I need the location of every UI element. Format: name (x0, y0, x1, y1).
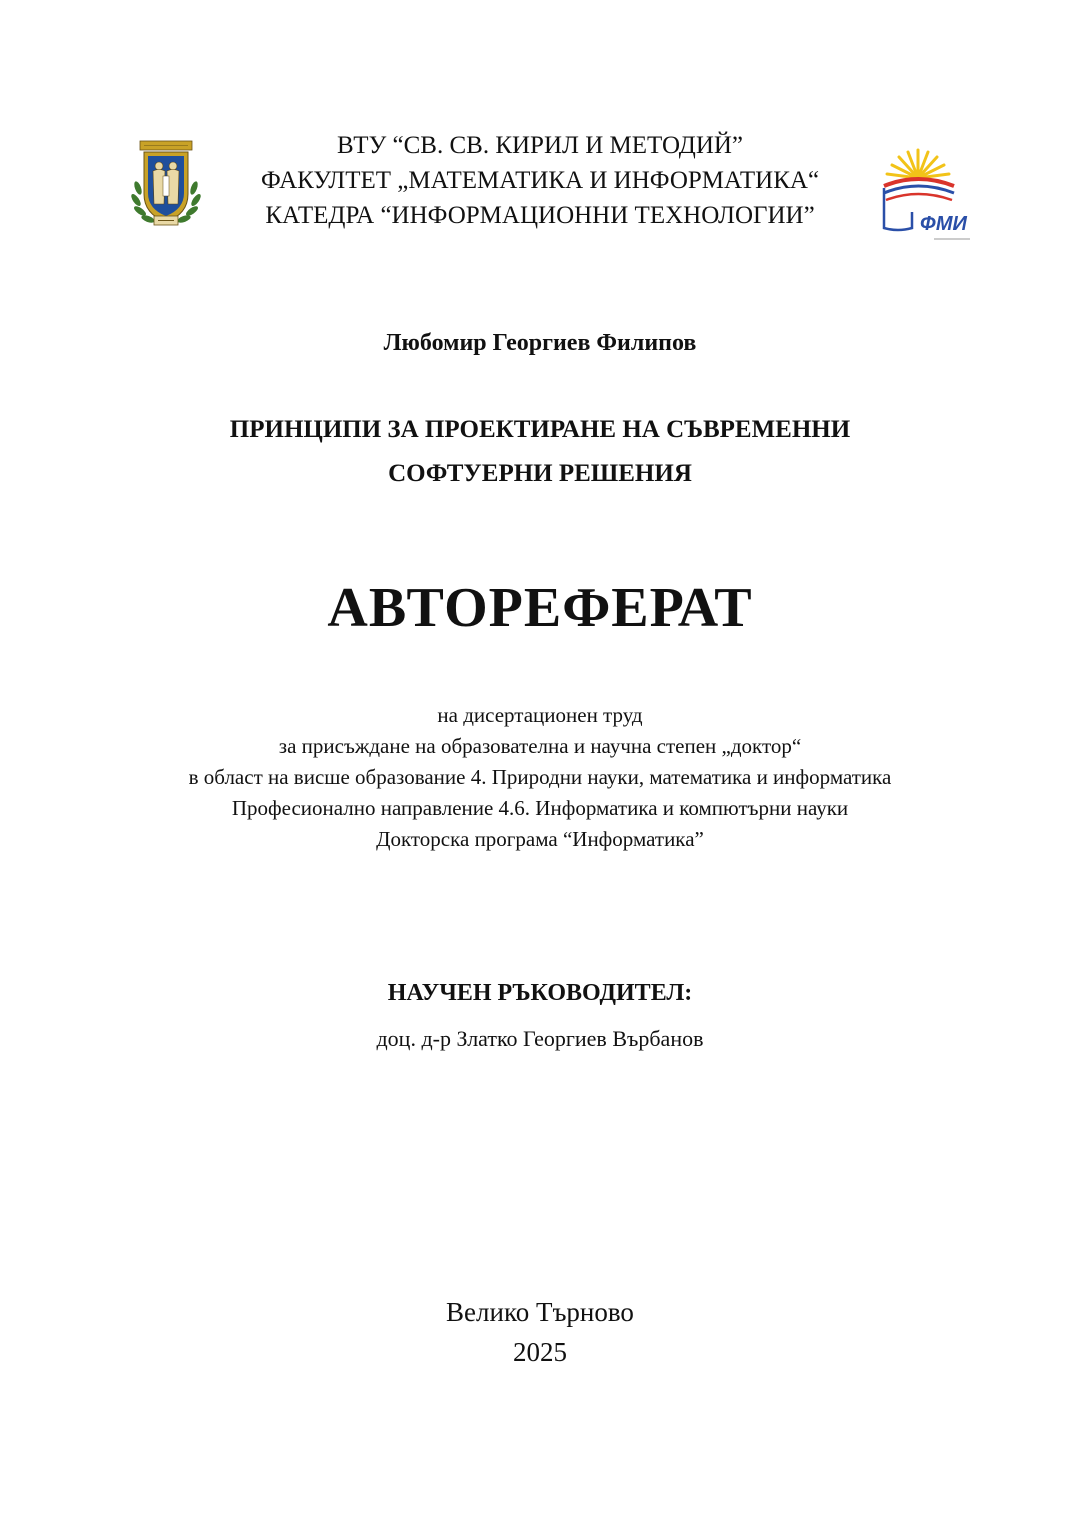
faculty-name: ФАКУЛТЕТ „МАТЕМАТИКА И ИНФОРМАТИКА“ (260, 167, 820, 194)
university-crest-icon (130, 138, 202, 230)
department-name: КАТЕДРА “ИНФОРМАЦИОННИ ТЕХНОЛОГИИ” (265, 202, 815, 229)
advisor-name: доц. д-р Златко Георгиев Върбанов (376, 1026, 704, 1051)
description-line: на дисертационен труд (437, 703, 643, 727)
institution-header (0, 128, 1080, 238)
faculty-logo-icon (878, 146, 974, 244)
description-line: в област на висше образование 4. Природни науки, математика и информатика (188, 765, 892, 789)
year: 2025 (513, 1337, 567, 1367)
author-name: Любомир Георгиев Филипов (383, 330, 697, 356)
description-line: Докторска програма “Информатика” (376, 827, 704, 851)
description-line: Професионално направление 4.6. Информатика и компютърни науки (231, 796, 849, 820)
svg-text:ФМИ: ФМИ (920, 213, 967, 235)
thesis-title-line: СОФТУЕРНИ РЕШЕНИЯ (388, 460, 692, 487)
institution-name (200, 128, 880, 233)
city: Велико Търново (446, 1297, 634, 1327)
document-type: АВТОРЕФЕРАТ (327, 577, 753, 639)
dissertation-description (0, 700, 1080, 855)
description-line: за присъждане на образователна и научна степен „доктор“ (278, 734, 802, 758)
advisor-heading: НАУЧЕН РЪКОВОДИТЕЛ: (387, 980, 693, 1006)
thesis-title-line: ПРИНЦИПИ ЗА ПРОЕКТИРАНЕ НА СЪВРЕМЕННИ (229, 416, 851, 443)
place-and-year (0, 1292, 1080, 1372)
thesis-title (0, 408, 1080, 496)
university-name: ВТУ “СВ. СВ. КИРИЛ И МЕТОДИЙ” (336, 132, 744, 159)
